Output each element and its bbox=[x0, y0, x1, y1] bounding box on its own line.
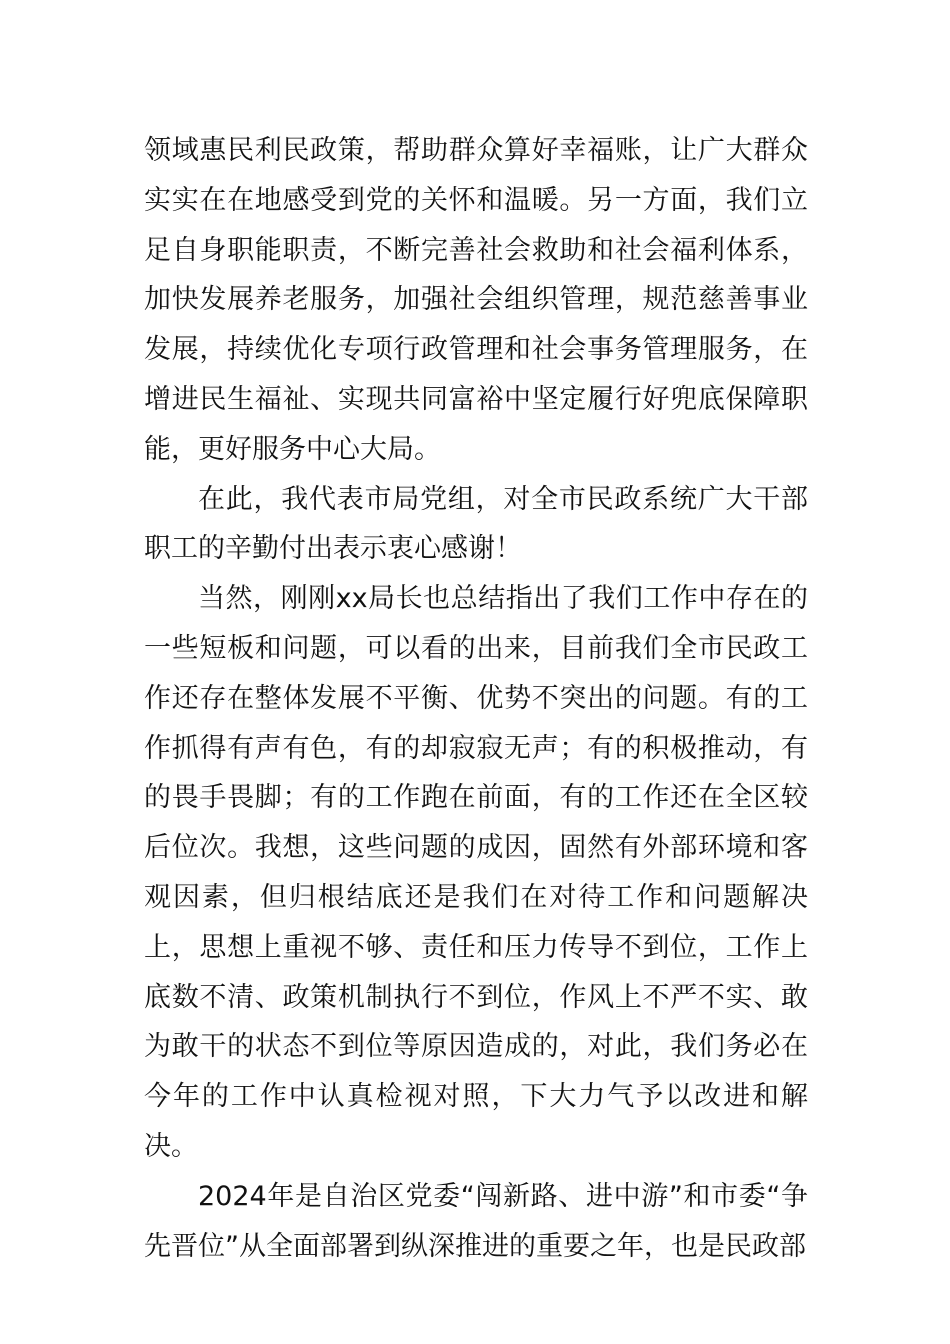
paragraph-3: 当然，刚刚xx局长也总结指出了我们工作中存在的一些短板和问题，可以看的出来，目前我们全市民政工作还存在整体发展不平衡、优势不突出的问题。有的工作抓得有声有色，有的却寂寂无声；有的积极推动，有的畏手畏脚；有的工作跑在前面，有的工作还在全区较后位次。我想，这些问题的成因，固然有外部环境和客观因素，但归根结底还是我们在对待工作和问题解决上，思想上重视不够、责任和压力传导不到位，工作上底数不清、政策机制执行不到位，作风上不严不实、敢为敢干的状态不到位等原因造成的，对此，我们务必在今年的工作中认真检视对照，下大力气予以改进和解决。 bbox=[144, 583, 808, 1162]
paragraph-2: 在此，我代表市局党组，对全市民政系统广大干部职工的辛勤付出表示衷心感谢！ bbox=[144, 483, 808, 565]
paragraph-4: 2024年是自治区党委“闯新路、进中游”和市委“争先晋位”从全面部署到纵深推进的重要之年，也是民政部 bbox=[144, 1180, 808, 1262]
document-body bbox=[144, 126, 808, 1271]
paragraph-1: 领域惠民利民政策，帮助群众算好幸福账，让广大群众实实在在地感受到党的关怀和温暖。另一方面，我们立足自身职能职责，不断完善社会救助和社会福利体系，加快发展养老服务，加强社会组织管理，规范慈善事业发展，持续优化专项行政管理和社会事务管理服务，在增进民生福祉、实现共同富裕中坚定履行好兜底保障职能，更好服务中心大局。 bbox=[144, 135, 808, 465]
